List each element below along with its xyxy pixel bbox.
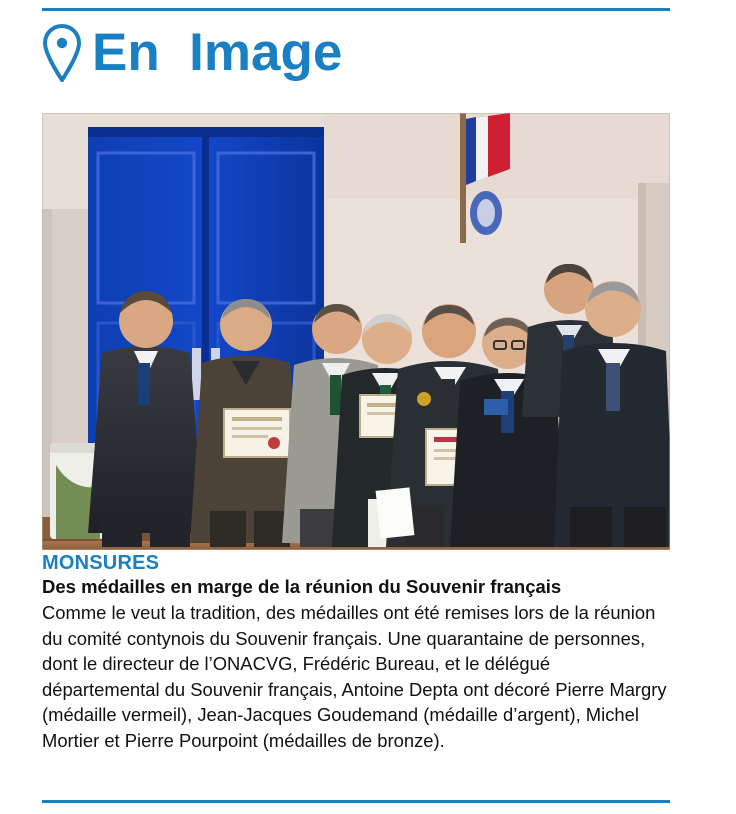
bottom-divider-rule	[42, 800, 670, 803]
location-pin-icon	[42, 24, 82, 82]
article-photo	[42, 113, 670, 550]
caption-headline: Des médailles en marge de la réunion du Souvenir français	[42, 576, 562, 597]
caption-body: Comme le veut la tradition, des médailles ont été remises lors de la réunion du comité contynois du Souvenir français. Une quarantaine de personnes, dont le directeur de l’ONACVG, Frédéric Bureau, et le délégué départemental du Souvenir français, Antoine Depta ont décoré Pierre Margry (médaille vermeil), Jean-Jacques Goudemand (médaille d’argent), Michel Mortier et Pierre Pourpoint (médailles de bronze).	[42, 602, 667, 751]
section-title: En Image	[92, 23, 343, 82]
top-divider-rule	[42, 8, 670, 11]
section-header	[42, 24, 342, 82]
caption-kicker: MONSURES	[42, 552, 160, 574]
photo-caption	[42, 552, 670, 754]
